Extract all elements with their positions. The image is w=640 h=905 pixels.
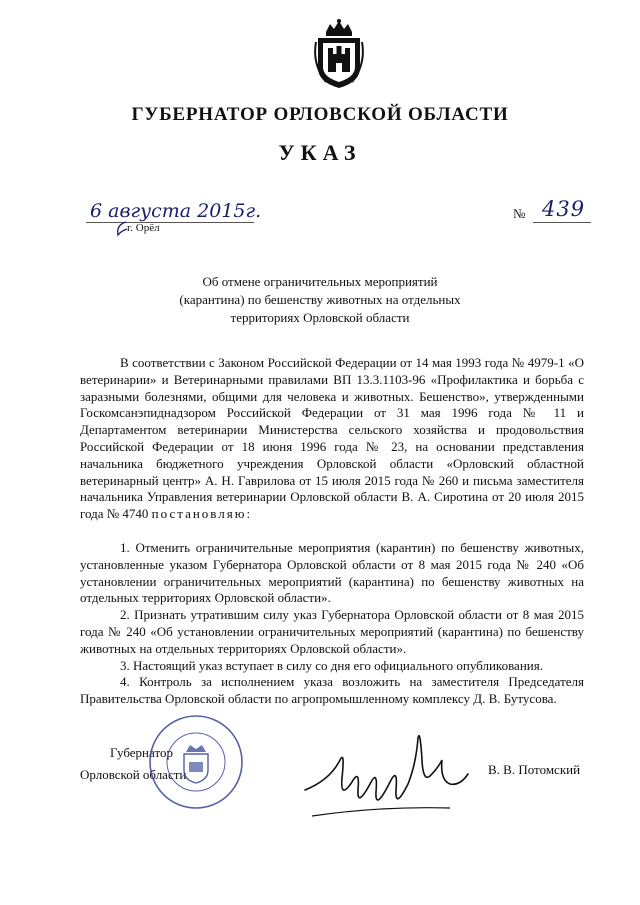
number-underline bbox=[533, 222, 591, 223]
document-body bbox=[80, 355, 584, 708]
handwritten-signature bbox=[300, 720, 470, 825]
pen-hook-mark bbox=[114, 221, 128, 237]
official-seal bbox=[146, 712, 246, 812]
coat-of-arms-icon bbox=[312, 18, 366, 90]
decree-word: постановляю bbox=[151, 506, 247, 522]
issuing-authority: ГУБЕРНАТОР ОРЛОВСКОЙ ОБЛАСТИ bbox=[131, 104, 509, 125]
number-label: № bbox=[513, 206, 526, 221]
subject-line: Об отмене ограничительных мероприятий bbox=[202, 274, 438, 289]
date-underline bbox=[86, 222, 254, 223]
document-type: УКАЗ bbox=[278, 140, 362, 165]
decree-item: 4. Контроль за исполнением указа возложить на заместителя Председателя Правительства Орловской области по агропромышленному комплексу Д. В. Бутусова. bbox=[80, 674, 584, 707]
decree-item: 3. Настоящий указ вступает в силу со дня его официального опубликования. bbox=[120, 657, 543, 673]
subject-line: (карантина) по бешенству животных на отдельных bbox=[179, 292, 461, 307]
decree-item: 1. Отменить ограничительные мероприятия (карантин) по бешенству животных, установленные указом Губернатора Орловской области от 8 мая 2015 года № 240 «Об установлении ограничительных мероприятий (карантина) по бешенству животных на отдельных территориях Орловской области». bbox=[80, 539, 584, 606]
signatory-title-line: Орловской области bbox=[80, 767, 187, 782]
handwritten-date: 6 августа 2015г. bbox=[90, 200, 262, 222]
signatory-name: В. В. Потомский bbox=[488, 762, 581, 777]
preamble-text: В соответствии с Законом Российской Федерации от 14 мая 1993 года № 4979-1 «О ветеринарии» и Ветеринарными правилами ВП 13.3.1103-96 «Профилактика и борьба с заразными болезнями, общими для человека и животных. Бешенство», утвержденными Госкомсанэпиднадзором Российской Федерации от 31 мая 1996 года № 11 и Департаментом ветеринарии Министерства сельского хозяйства и продовольствия Российской Федерации от 18 июня 1996 года № 23, на основании представления начальника бюджетного учреждения Орловской области «Орловский областной ветеринарный центр» А. Н. Гаврилова от 15 июля 2015 года № 260 и письма заместителя начальника Управления ветеринарии Орловской области В. А. Сиротина от 20 июля 2015 года № 4740 bbox=[80, 355, 584, 522]
subject-line: территориях Орловской области bbox=[230, 310, 410, 325]
decree-item: 2. Признать утратившим силу указ Губернатора Орловской области от 8 мая 2015 года № 240 «Об установлении ограничительных мероприятий (карантина) по бешенству животных на отдельных территориях Орловской области». bbox=[80, 607, 584, 656]
city-label: г. Орёл bbox=[127, 222, 160, 234]
preamble-paragraph: В соответствии с Законом Российской Федерации от 14 мая 1993 года № 4979-1 «О ветеринарии» и Ветеринарными правилами ВП 13.3.1103-96 «Профилактика и борьба с заразными болезнями, общими для человека и животных. Бешенство», утвержденными Госкомсанэпиднадзором Российской Федерации от 31 мая 1996 года № 11 и Департаментом ветеринарии Министерства сельского хозяйства и продовольствия Российской Федерации от 18 июня 1996 года № 23, на основании представления начальника бюджетного учреждения Орловской области «Орловский областной ветеринарный центр» А. Н. Гаврилова от 15 июля 2015 года № 260 и письма заместителя начальника Управления ветеринарии Орловской области В. А. Сиротина от 20 июля 2015 года № 4740 постановляю: bbox=[80, 355, 584, 522]
document-subject bbox=[0, 273, 640, 327]
handwritten-number: 439 bbox=[542, 197, 586, 221]
signatory-title-line: Губернатор bbox=[110, 745, 173, 760]
